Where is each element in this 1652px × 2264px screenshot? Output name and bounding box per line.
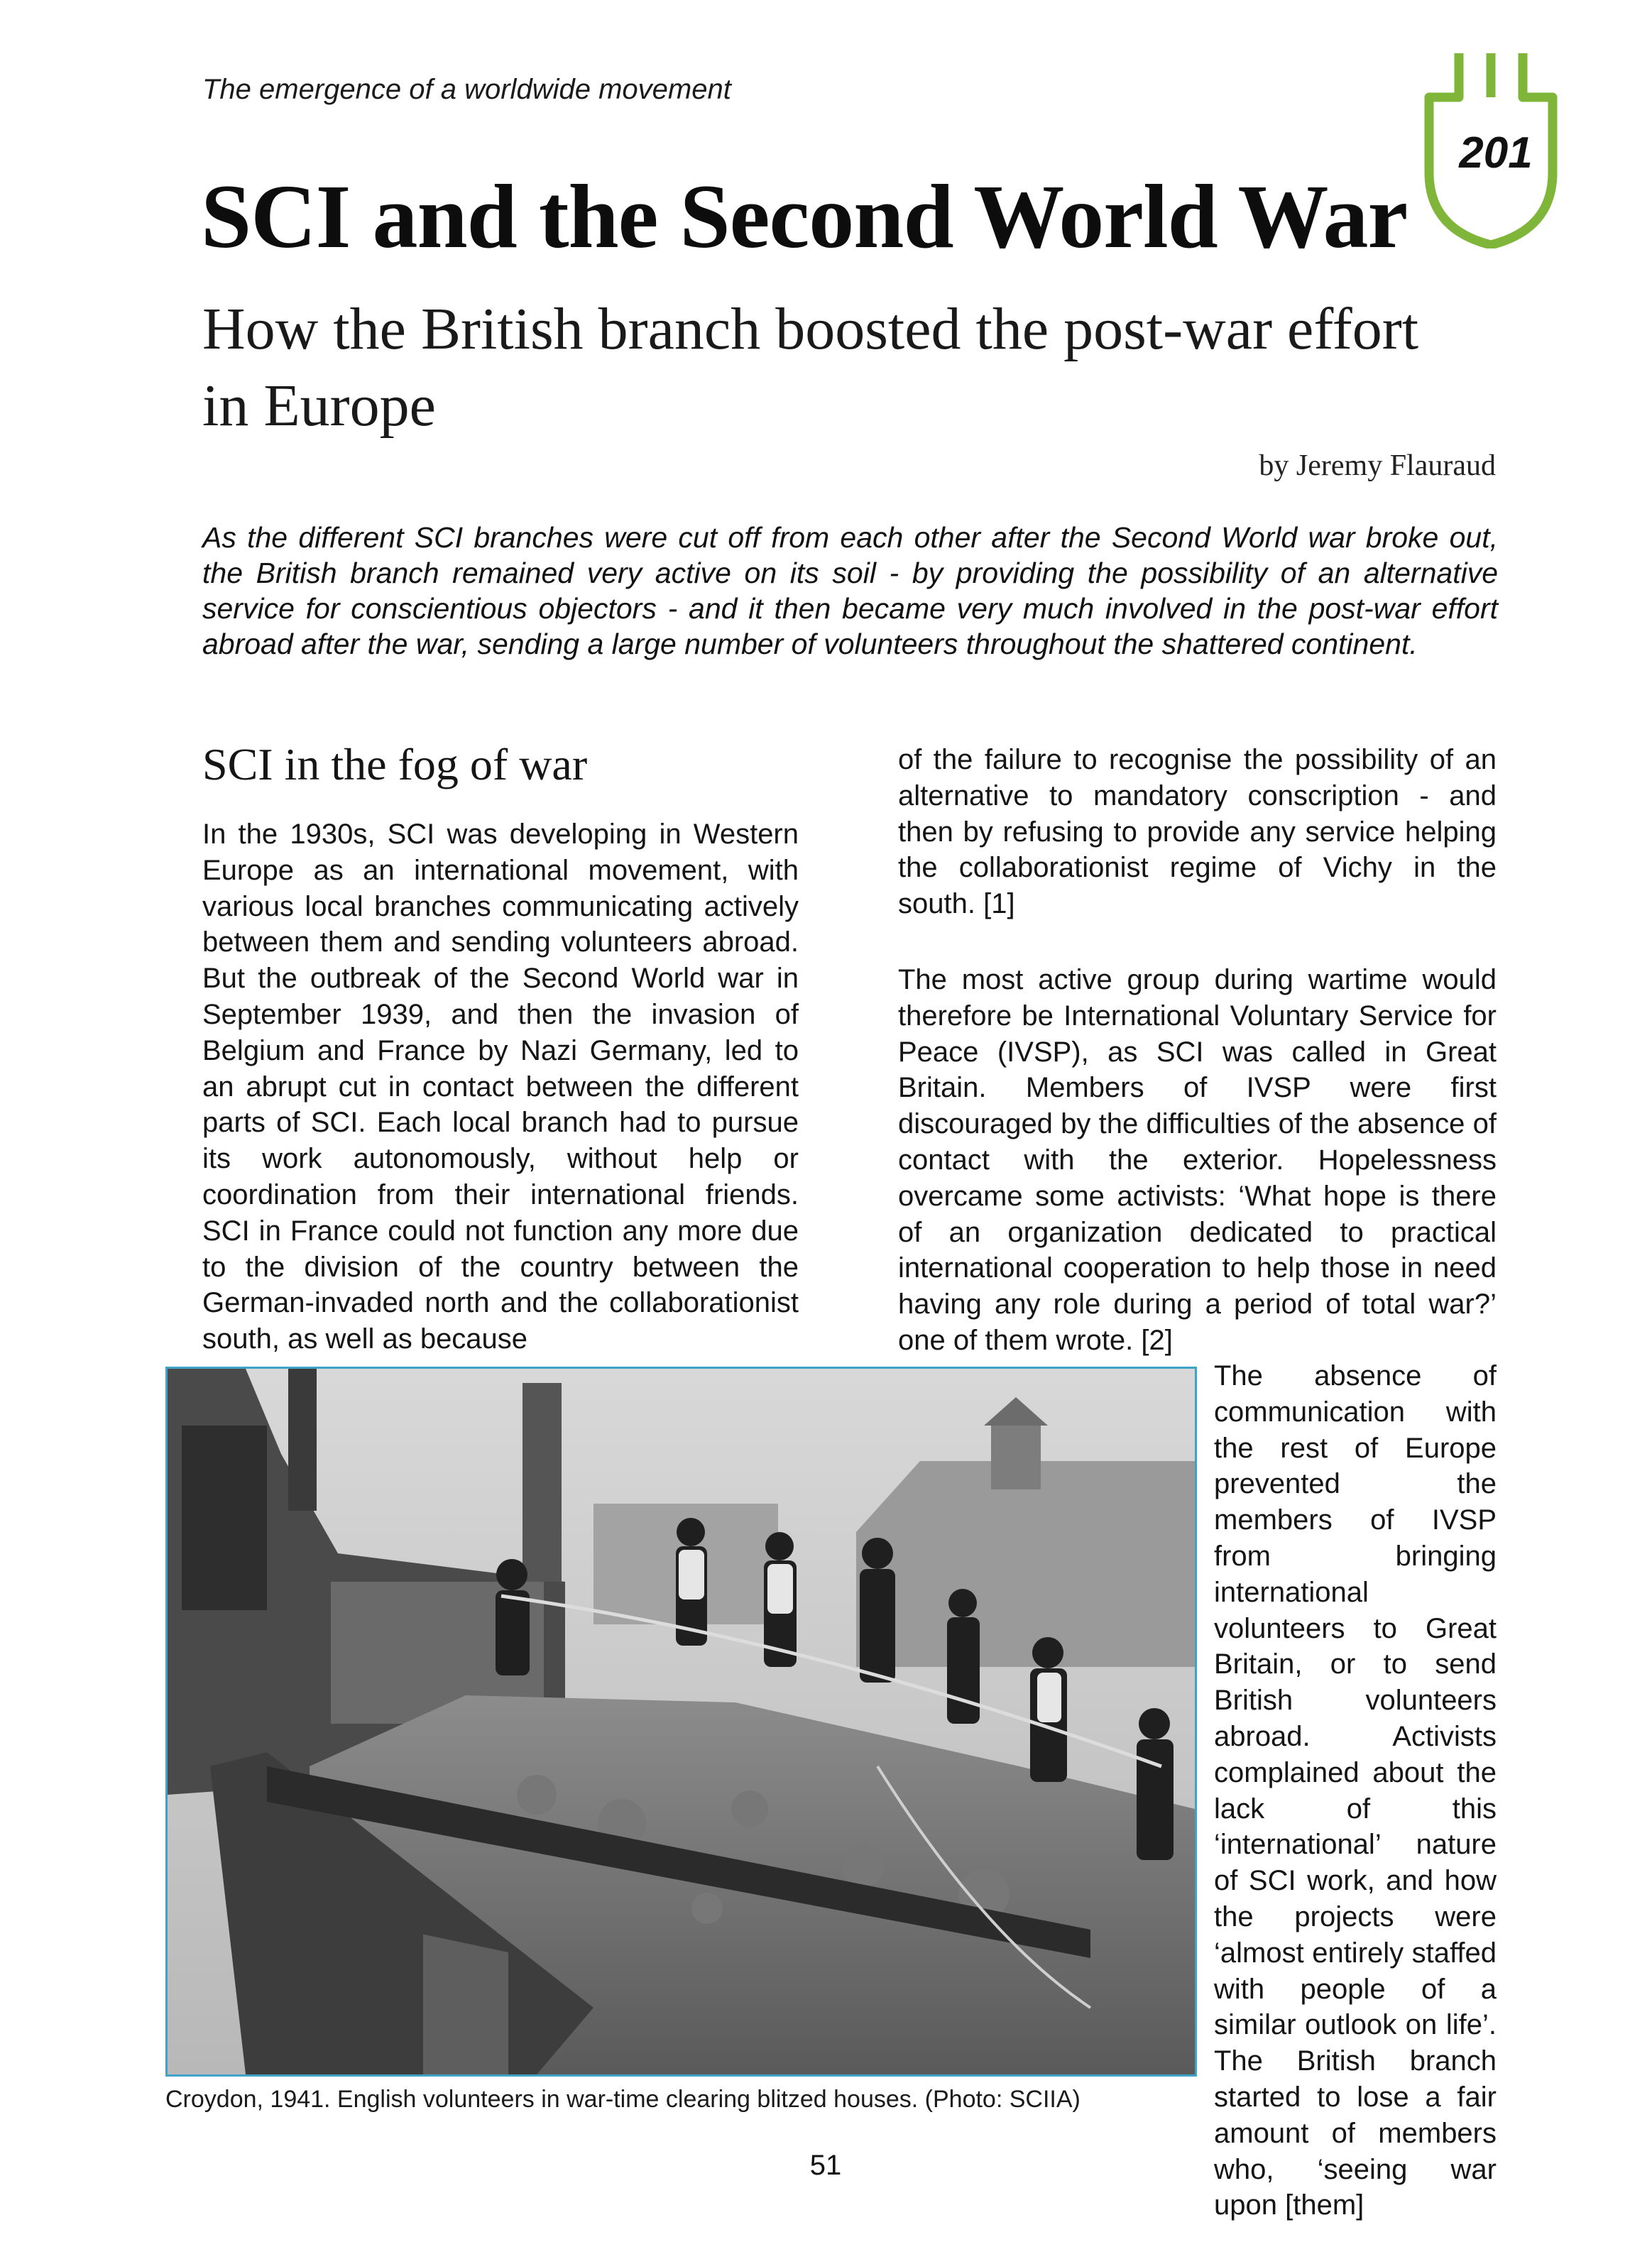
page-number: 51 [809, 2150, 842, 2181]
body-paragraph-col1: In the 1930s, SCI was developing in Western Europe as an international movement, with various local branches communicating actively between them and sending volunteers abroad. But the outbreak of the Second World war in September 1939, and then the invasion of Belgium and France by Nazi Germany, led to an abrupt cut in contact between the different parts of SCI. Each local branch had to pursue its work autonomously, without help or coordination from their international friends. SCI in France could not function any more due to the division of the country between the German-invaded north and the collaborationist south, as well as because [202, 819, 799, 1355]
byline: by Jeremy Flauraud [1259, 449, 1496, 482]
photo-illustration [168, 1369, 1195, 2074]
article-title: SCI and the Second World War [201, 166, 1408, 267]
article-subtitle: How the British branch boosted the post-war effort in Europe [202, 296, 1419, 439]
article-photo [165, 1367, 1197, 2077]
intro-paragraph: As the different SCI branches were cut off from each other after the Second World war broke out, the British branch remained very active on its soil - by providing the possibility of an alternative service for conscientious objectors - and it then became very much involved in the post-war effort abroad after the war, sending a large number of volunteers throughout the shattered continent. [202, 521, 1498, 660]
section-heading: SCI in the fog of war [202, 739, 588, 789]
issue-number: 201 [1459, 128, 1533, 177]
body-paragraph-col2-continuation: of the failure to recognise the possibility of an alternative to mandatory conscription - and then by refusing to provide any service helping the collaborationist regime of Vichy in the south. [1] [898, 744, 1497, 920]
photo-caption: Croydon, 1941. English volunteers in war-time clearing blitzed houses. (Photo: SCIIA) [165, 2086, 1081, 2113]
body-paragraph-col2-narrow: The absence of communication with the rest of Europe prevented the members of IVSP from bringing international volunteers to Great Britain, or to send British volunteers abroad. Activists complained about the lack of this ‘international’ nature of SCI work, and how the projects were ‘almost entirely staffed with people of a similar outlook on life’. The British branch started to lose a fair amount of members who, ‘seeing war upon [them] [1214, 1360, 1497, 2221]
running-header: The emergence of a worldwide movement [202, 74, 731, 105]
body-paragraph-col2: The most active group during wartime would therefore be International Voluntary Service for Peace (IVSP), as SCI was called in Great Britain. Members of IVSP were first discouraged by the difficulties of the absence of contact with the exterior. Hopelessness overcame some activists: ‘What hope is there of an organization dedicated to practical international cooperation to help those in need having any role during a period of total war?’ one of them wrote. [2] [898, 964, 1497, 1356]
